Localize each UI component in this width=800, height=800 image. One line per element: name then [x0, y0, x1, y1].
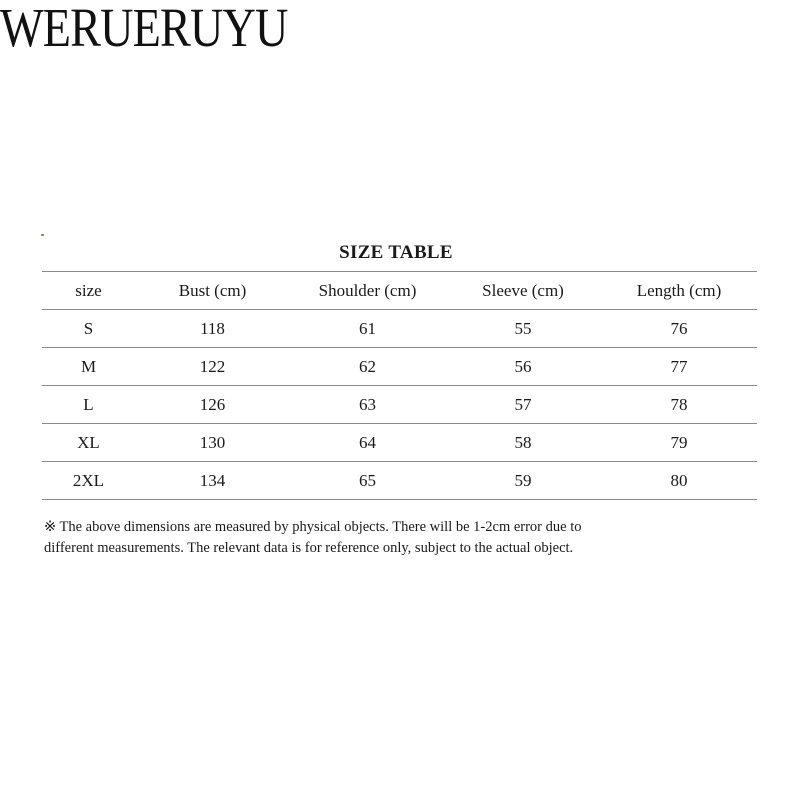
cell-sleeve: 55: [445, 310, 601, 348]
table-row: [42, 348, 757, 386]
cell-length: 78: [601, 386, 757, 424]
column-header-shoulder: Shoulder (cm): [290, 272, 445, 310]
note-line-2: different measurements. The relevant data is for reference only, subject to the actual object.: [44, 540, 574, 556]
cell-bust: 130: [135, 424, 290, 462]
cell-shoulder: 65: [290, 462, 445, 500]
cell-size: XL: [42, 424, 135, 462]
cell-shoulder: 62: [290, 348, 445, 386]
cell-length: 76: [601, 310, 757, 348]
measurement-note: [44, 517, 764, 559]
column-header-sleeve: Sleeve (cm): [445, 272, 601, 310]
cell-sleeve: 58: [445, 424, 601, 462]
cell-bust: 118: [135, 310, 290, 348]
cell-length: 80: [601, 462, 757, 500]
brand-logo: WERUERUYU: [0, 0, 288, 58]
table-row: [42, 462, 757, 500]
column-header-size: size: [42, 272, 135, 310]
cell-size: S: [42, 310, 135, 348]
note-line-1: ※ The above dimensions are measured by physical objects. There will be 1-2cm error due to: [44, 519, 582, 535]
table-row: [42, 424, 757, 462]
cell-shoulder: 61: [290, 310, 445, 348]
cell-sleeve: 56: [445, 348, 601, 386]
cell-sleeve: 57: [445, 386, 601, 424]
cell-length: 79: [601, 424, 757, 462]
cell-size: 2XL: [42, 462, 135, 500]
cell-bust: 134: [135, 462, 290, 500]
cell-bust: 122: [135, 348, 290, 386]
table-row: [42, 386, 757, 424]
cell-sleeve: 59: [445, 462, 601, 500]
cell-bust: 126: [135, 386, 290, 424]
table-title: SIZE TABLE: [339, 242, 453, 263]
cell-shoulder: 64: [290, 424, 445, 462]
cell-shoulder: 63: [290, 386, 445, 424]
cell-size: L: [42, 386, 135, 424]
cell-size: M: [42, 348, 135, 386]
column-header-bust: Bust (cm): [135, 272, 290, 310]
cell-length: 77: [601, 348, 757, 386]
decorative-dot: [41, 234, 44, 236]
size-table: [42, 271, 757, 500]
column-header-length: Length (cm): [601, 272, 757, 310]
table-row: [42, 310, 757, 348]
table-header-row: [42, 272, 757, 310]
